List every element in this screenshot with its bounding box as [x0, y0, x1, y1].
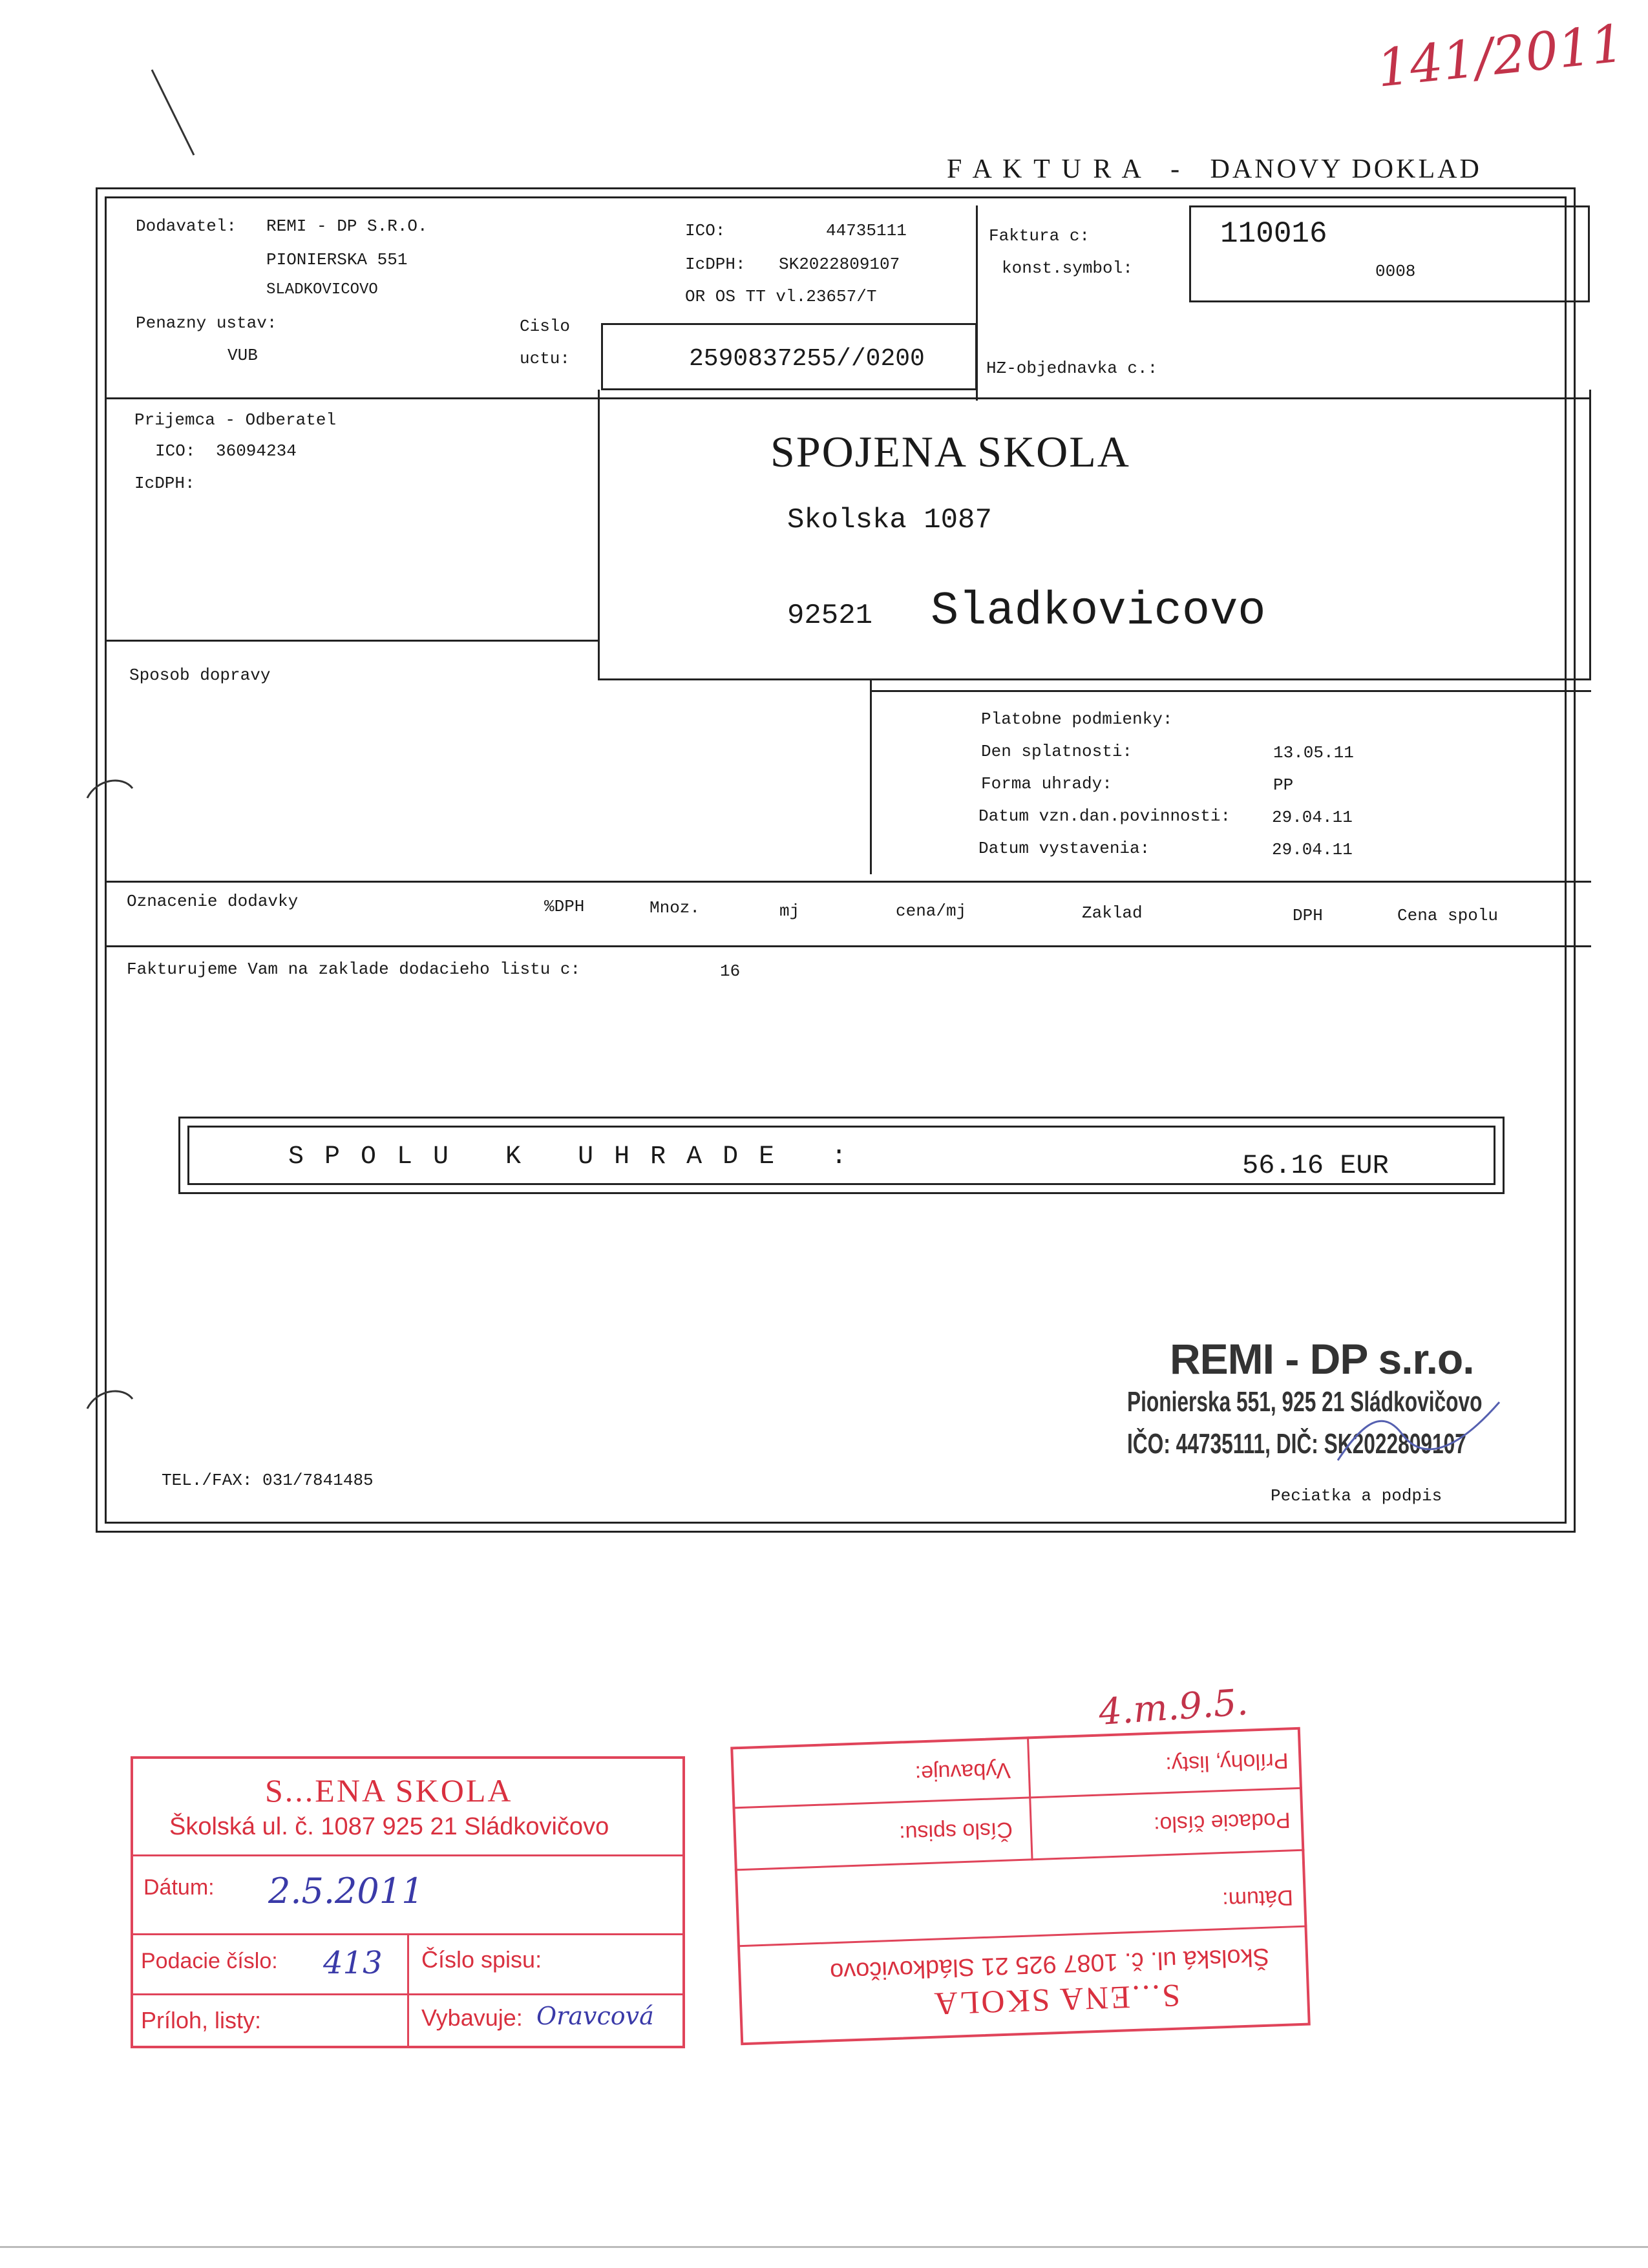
customer-ico-label: ICO:: [155, 441, 196, 461]
registry-handler-value: Oravcová: [536, 2002, 654, 2030]
customer-label: Prijemca - Odberatel: [134, 410, 337, 430]
total-label: S P O L U K U H R A D E :: [288, 1142, 850, 1171]
invoice-number: 110016: [1220, 217, 1327, 251]
issue-date-label: Datum vystavenia:: [978, 839, 1150, 858]
items-text: Fakturujeme Vam na zaklade dodacieho listu c:: [127, 960, 581, 979]
second-stamp-file-label: Číslo spisu:: [898, 1817, 1013, 1846]
stamp-company-name: REMI - DP s.r.o.: [1170, 1335, 1474, 1383]
signature-label: Peciatka a podpis: [1271, 1486, 1442, 1506]
customer-street: Skolska 1087: [787, 504, 992, 536]
icdph-value: SK2022809107: [779, 255, 900, 274]
issue-date-value: 29.04.11: [1272, 840, 1353, 859]
col-description: Oznacenie dodavky: [127, 892, 299, 911]
registry-filing-label: Podacie číslo:: [141, 1949, 278, 1973]
registry-date-label: Dátum:: [143, 1875, 215, 1900]
second-stamp-school: S...ENA SKOLA: [931, 1977, 1181, 2022]
customer-zip: 92521: [787, 600, 873, 632]
registry-filing-value: 413: [323, 1945, 383, 1981]
col-unit-price: cena/mj: [896, 901, 967, 921]
registry-stamp-address: Školská ul. č. 1087 925 21 Sládkovičovo: [169, 1813, 609, 1840]
stamp-company-address: Pionierska 551, 925 21 Sládkovičovo: [1127, 1386, 1483, 1418]
col-vat: DPH: [1293, 906, 1323, 925]
registry-stamp-school: S...ENA SKOLA: [265, 1772, 513, 1809]
ico-label: ICO:: [685, 221, 726, 240]
registry-attachments-label: Príloh, listy:: [141, 2007, 262, 2033]
supplier-name: REMI - DP S.R.O.: [266, 216, 428, 236]
payment-form-value: PP: [1273, 775, 1294, 795]
supplier-city: SLADKOVICOVO: [266, 281, 378, 299]
const-symbol-value: 0008: [1375, 262, 1416, 281]
contact-fax: TEL./FAX: 031/7841485: [162, 1471, 374, 1490]
bank-label: Penazny ustav:: [136, 313, 277, 333]
order-label: HZ-objednavka c.:: [986, 359, 1158, 378]
icdph-label: IcDPH:: [685, 255, 746, 274]
account-label-2: uctu:: [520, 349, 571, 368]
registration-note: 141/2011: [1374, 13, 1627, 99]
punch-mark-top: [84, 772, 136, 804]
supplier-street: PIONIERSKA 551: [266, 250, 408, 269]
due-value: 13.05.11: [1273, 743, 1354, 762]
second-stamp-address: Školská ul. č. 1087 925 21 Sládkovičovo: [829, 1942, 1270, 1986]
register-info: OR OS TT vl.23657/T: [685, 287, 877, 306]
const-symbol-label: konst.symbol:: [1002, 258, 1133, 278]
payment-terms-label: Platobne podmienky:: [981, 709, 1173, 729]
page-bottom-edge: [0, 2246, 1648, 2248]
registry-handler-label: Vybavuje:: [421, 2004, 523, 2031]
punch-mark-bottom: [84, 1383, 136, 1415]
account-label-1: Cislo: [520, 317, 571, 336]
registry-date-value: 2.5.2011: [268, 1871, 424, 1911]
document-title: F A K T U R A - DANOVY DOKLAD: [947, 154, 1482, 184]
col-vat-pct: %DPH: [544, 897, 585, 916]
account-number: 2590837255//0200: [689, 345, 925, 373]
invoice-number-label: Faktura c:: [989, 226, 1090, 246]
registry-file-label: Číslo spisu:: [421, 1946, 542, 1973]
customer-city: Sladkovicovo: [931, 585, 1266, 638]
col-total: Cena spolu: [1397, 906, 1499, 925]
delivery-note-number: 16: [720, 961, 741, 981]
second-stamp-handler-label: Vybavuje:: [914, 1758, 1011, 1786]
col-qty: Mnoz.: [650, 898, 701, 918]
col-base: Zaklad: [1082, 903, 1143, 923]
stamp-company-ids: IČO: 44735111, DIČ: SK2022809107: [1127, 1428, 1466, 1460]
customer-name: SPOJENA SKOLA: [770, 427, 1130, 476]
total-amount: 56.16 EUR: [1242, 1150, 1389, 1181]
second-stamp-attachments-label: Prílohy, listy:: [1165, 1748, 1289, 1778]
supplier-label: Dodavatel:: [136, 216, 237, 236]
pen-mark: [149, 65, 200, 162]
ico-value: 44735111: [826, 221, 907, 240]
payment-form-label: Forma uhrady:: [981, 774, 1112, 793]
customer-icdph-label: IcDPH:: [134, 474, 195, 493]
tax-date-value: 29.04.11: [1272, 808, 1353, 827]
transport-label: Sposob dopravy: [129, 666, 271, 685]
col-unit: mj: [779, 901, 800, 921]
second-stamp-note: 4.m.9.5.: [1097, 1681, 1250, 1734]
bank-value: VUB: [227, 346, 258, 365]
customer-ico: 36094234: [216, 441, 297, 461]
signature: [1325, 1396, 1506, 1473]
tax-date-label: Datum vzn.dan.povinnosti:: [978, 806, 1231, 826]
second-stamp-date-label: Dátum:: [1221, 1885, 1294, 1913]
second-stamp: [730, 1727, 1311, 2046]
second-stamp-filing-label: Podacie číslo:: [1153, 1807, 1291, 1837]
due-label: Den splatnosti:: [981, 742, 1133, 761]
